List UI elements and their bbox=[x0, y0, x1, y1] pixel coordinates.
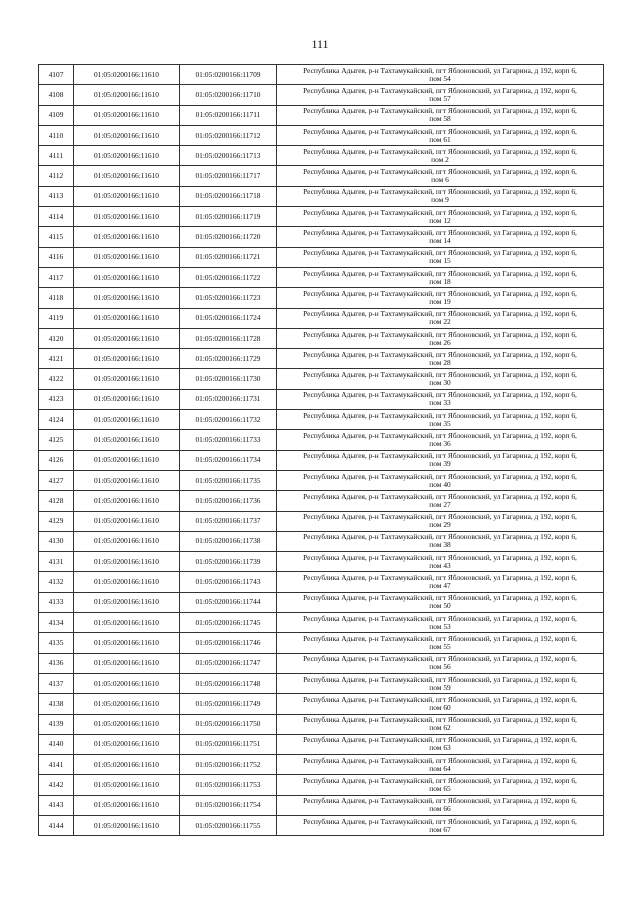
address-cell bbox=[277, 491, 604, 511]
address-line: Республика Адыгея, р-н Тахтамукайский, пгт Яблоновский, ул Гагарина, д 192, корп 6, bbox=[303, 532, 577, 542]
parent-cadastral-cell: 01:05:0200166:11610 bbox=[74, 125, 180, 145]
address-cell bbox=[277, 227, 604, 247]
parent-cadastral-cell: 01:05:0200166:11610 bbox=[74, 552, 180, 572]
address-cell bbox=[277, 531, 604, 551]
row-number-cell: 4133 bbox=[39, 592, 74, 612]
parent-cadastral-cell: 01:05:0200166:11610 bbox=[74, 673, 180, 693]
table-row bbox=[39, 673, 604, 693]
parent-cadastral-cell: 01:05:0200166:11610 bbox=[74, 755, 180, 775]
address-cell bbox=[277, 734, 604, 754]
row-number-cell: 4114 bbox=[39, 207, 74, 227]
parent-cadastral-cell: 01:05:0200166:11610 bbox=[74, 572, 180, 592]
table-body bbox=[39, 65, 604, 836]
cadastral-number-cell: 01:05:0200166:11722 bbox=[180, 267, 277, 287]
table-row bbox=[39, 613, 604, 633]
cadastral-number-cell: 01:05:0200166:11724 bbox=[180, 308, 277, 328]
address-line: Республика Адыгея, р-н Тахтамукайский, пгт Яблоновский, ул Гагарина, д 192, корп 6, bbox=[303, 329, 577, 339]
row-number-cell: 4108 bbox=[39, 85, 74, 105]
address-cell bbox=[277, 815, 604, 835]
cadastral-number-cell: 01:05:0200166:11737 bbox=[180, 511, 277, 531]
table-row bbox=[39, 633, 604, 653]
row-number-cell: 4134 bbox=[39, 613, 74, 633]
row-number-cell: 4115 bbox=[39, 227, 74, 247]
cadastral-number-cell: 01:05:0200166:11712 bbox=[180, 125, 277, 145]
premises-number: пом 54 bbox=[429, 73, 451, 83]
premises-number: пом 12 bbox=[429, 215, 451, 225]
cadastral-number-cell: 01:05:0200166:11755 bbox=[180, 815, 277, 835]
row-number-cell: 4138 bbox=[39, 694, 74, 714]
table-row bbox=[39, 410, 604, 430]
premises-number: пом 67 bbox=[429, 824, 451, 834]
row-number-cell: 4110 bbox=[39, 125, 74, 145]
cadastral-number-cell: 01:05:0200166:11753 bbox=[180, 775, 277, 795]
address-cell bbox=[277, 694, 604, 714]
address-line: Республика Адыгея, р-н Тахтамукайский, пгт Яблоновский, ул Гагарина, д 192, корп 6, bbox=[303, 573, 577, 583]
table-row bbox=[39, 146, 604, 166]
premises-number: пом 33 bbox=[429, 398, 451, 408]
address-line: Республика Адыгея, р-н Тахтамукайский, пгт Яблоновский, ул Гагарина, д 192, корп 6, bbox=[303, 268, 577, 278]
address-line: Республика Адыгея, р-н Тахтамукайский, пгт Яблоновский, ул Гагарина, д 192, корп 6, bbox=[303, 370, 577, 380]
premises-number: пом 56 bbox=[429, 662, 451, 672]
row-number-cell: 4137 bbox=[39, 673, 74, 693]
row-number-cell: 4140 bbox=[39, 734, 74, 754]
parent-cadastral-cell: 01:05:0200166:11610 bbox=[74, 349, 180, 369]
parent-cadastral-cell: 01:05:0200166:11610 bbox=[74, 734, 180, 754]
premises-number: пом 15 bbox=[429, 256, 451, 266]
premises-number: пом 9 bbox=[431, 195, 449, 205]
parent-cadastral-cell: 01:05:0200166:11610 bbox=[74, 186, 180, 206]
row-number-cell: 4130 bbox=[39, 531, 74, 551]
address-line: Республика Адыгея, р-н Тахтамукайский, пгт Яблоновский, ул Гагарина, д 192, корп 6, bbox=[303, 288, 577, 298]
premises-number: пом 6 bbox=[431, 175, 449, 185]
table-row bbox=[39, 491, 604, 511]
table-row bbox=[39, 288, 604, 308]
parent-cadastral-cell: 01:05:0200166:11610 bbox=[74, 775, 180, 795]
row-number-cell: 4111 bbox=[39, 146, 74, 166]
address-line: Республика Адыгея, р-н Тахтамукайский, пгт Яблоновский, ул Гагарина, д 192, корп 6, bbox=[303, 126, 577, 136]
row-number-cell: 4117 bbox=[39, 267, 74, 287]
row-number-cell: 4121 bbox=[39, 349, 74, 369]
premises-number: пом 66 bbox=[429, 804, 451, 814]
parent-cadastral-cell: 01:05:0200166:11610 bbox=[74, 146, 180, 166]
premises-number: пом 62 bbox=[429, 723, 451, 733]
address-cell bbox=[277, 592, 604, 612]
address-line: Республика Адыгея, р-н Тахтамукайский, пгт Яблоновский, ул Гагарина, д 192, корп 6, bbox=[303, 796, 577, 806]
address-line: Республика Адыгея, р-н Тахтамукайский, пгт Яблоновский, ул Гагарина, д 192, корп 6, bbox=[303, 207, 577, 217]
premises-number: пом 22 bbox=[429, 317, 451, 327]
row-number-cell: 4126 bbox=[39, 450, 74, 470]
cadastral-number-cell: 01:05:0200166:11721 bbox=[180, 247, 277, 267]
table-row bbox=[39, 775, 604, 795]
row-number-cell: 4144 bbox=[39, 815, 74, 835]
table-row bbox=[39, 369, 604, 389]
premises-number: пом 60 bbox=[429, 702, 451, 712]
table-row bbox=[39, 308, 604, 328]
address-cell bbox=[277, 633, 604, 653]
parent-cadastral-cell: 01:05:0200166:11610 bbox=[74, 653, 180, 673]
cadastral-number-cell: 01:05:0200166:11731 bbox=[180, 389, 277, 409]
table-row bbox=[39, 227, 604, 247]
parent-cadastral-cell: 01:05:0200166:11610 bbox=[74, 613, 180, 633]
parent-cadastral-cell: 01:05:0200166:11610 bbox=[74, 369, 180, 389]
parent-cadastral-cell: 01:05:0200166:11610 bbox=[74, 389, 180, 409]
address-cell bbox=[277, 673, 604, 693]
address-cell bbox=[277, 85, 604, 105]
cadastral-number-cell: 01:05:0200166:11723 bbox=[180, 288, 277, 308]
address-line: Республика Адыгея, р-н Тахтамукайский, пгт Яблоновский, ул Гагарина, д 192, корп 6, bbox=[303, 816, 577, 826]
row-number-cell: 4116 bbox=[39, 247, 74, 267]
cadastral-number-cell: 01:05:0200166:11734 bbox=[180, 450, 277, 470]
address-cell bbox=[277, 755, 604, 775]
parent-cadastral-cell: 01:05:0200166:11610 bbox=[74, 531, 180, 551]
parent-cadastral-cell: 01:05:0200166:11610 bbox=[74, 227, 180, 247]
premises-number: пом 65 bbox=[429, 784, 451, 794]
address-cell bbox=[277, 653, 604, 673]
parent-cadastral-cell: 01:05:0200166:11610 bbox=[74, 470, 180, 490]
parent-cadastral-cell: 01:05:0200166:11610 bbox=[74, 308, 180, 328]
row-number-cell: 4127 bbox=[39, 470, 74, 490]
cadastral-number-cell: 01:05:0200166:11733 bbox=[180, 430, 277, 450]
address-cell bbox=[277, 267, 604, 287]
address-cell bbox=[277, 511, 604, 531]
cadastral-number-cell: 01:05:0200166:11718 bbox=[180, 186, 277, 206]
row-number-cell: 4125 bbox=[39, 430, 74, 450]
premises-number: пом 2 bbox=[431, 154, 449, 164]
address-cell bbox=[277, 775, 604, 795]
row-number-cell: 4142 bbox=[39, 775, 74, 795]
premises-number: пом 64 bbox=[429, 763, 451, 773]
address-line: Республика Адыгея, р-н Тахтамукайский, пгт Яблоновский, ул Гагарина, д 192, корп 6, bbox=[303, 613, 577, 623]
cadastral-number-cell: 01:05:0200166:11710 bbox=[180, 85, 277, 105]
cadastral-number-cell: 01:05:0200166:11717 bbox=[180, 166, 277, 186]
cadastral-number-cell: 01:05:0200166:11754 bbox=[180, 795, 277, 815]
address-cell bbox=[277, 410, 604, 430]
parent-cadastral-cell: 01:05:0200166:11610 bbox=[74, 410, 180, 430]
address-line: Республика Адыгея, р-н Тахтамукайский, пгт Яблоновский, ул Гагарина, д 192, корп 6, bbox=[303, 85, 577, 95]
row-number-cell: 4119 bbox=[39, 308, 74, 328]
parent-cadastral-cell: 01:05:0200166:11610 bbox=[74, 795, 180, 815]
page-number: 111 bbox=[311, 37, 329, 51]
premises-number: пом 53 bbox=[429, 621, 451, 631]
address-cell bbox=[277, 572, 604, 592]
table-row bbox=[39, 470, 604, 490]
premises-number: пом 63 bbox=[429, 743, 451, 753]
parent-cadastral-cell: 01:05:0200166:11610 bbox=[74, 267, 180, 287]
address-line: Республика Адыгея, р-н Тахтамукайский, пгт Яблоновский, ул Гагарина, д 192, корп 6, bbox=[303, 735, 577, 745]
table-row bbox=[39, 755, 604, 775]
address-line: Республика Адыгея, р-н Тахтамукайский, пгт Яблоновский, ул Гагарина, д 192, корп 6, bbox=[303, 633, 577, 643]
address-line: Республика Адыгея, р-н Тахтамукайский, пгт Яблоновский, ул Гагарина, д 192, корп 6, bbox=[303, 593, 577, 603]
address-cell bbox=[277, 714, 604, 734]
premises-number: пом 26 bbox=[429, 337, 451, 347]
parent-cadastral-cell: 01:05:0200166:11610 bbox=[74, 592, 180, 612]
row-number-cell: 4113 bbox=[39, 186, 74, 206]
table-row bbox=[39, 85, 604, 105]
table-row bbox=[39, 166, 604, 186]
address-line: Республика Адыгея, р-н Тахтамукайский, пгт Яблоновский, ул Гагарина, д 192, корп 6, bbox=[303, 715, 577, 725]
parent-cadastral-cell: 01:05:0200166:11610 bbox=[74, 511, 180, 531]
parent-cadastral-cell: 01:05:0200166:11610 bbox=[74, 105, 180, 125]
premises-number: пом 30 bbox=[429, 378, 451, 388]
cadastral-number-cell: 01:05:0200166:11730 bbox=[180, 369, 277, 389]
table-row bbox=[39, 186, 604, 206]
cadastral-number-cell: 01:05:0200166:11747 bbox=[180, 653, 277, 673]
row-number-cell: 4132 bbox=[39, 572, 74, 592]
parent-cadastral-cell: 01:05:0200166:11610 bbox=[74, 633, 180, 653]
address-line: Республика Адыгея, р-н Тахтамукайский, пгт Яблоновский, ул Гагарина, д 192, корп 6, bbox=[303, 309, 577, 319]
address-line: Республика Адыгея, р-н Тахтамукайский, пгт Яблоновский, ул Гагарина, д 192, корп 6, bbox=[303, 106, 577, 116]
address-cell bbox=[277, 146, 604, 166]
table-row bbox=[39, 389, 604, 409]
parent-cadastral-cell: 01:05:0200166:11610 bbox=[74, 430, 180, 450]
cadastral-number-cell: 01:05:0200166:11735 bbox=[180, 470, 277, 490]
address-cell bbox=[277, 65, 604, 85]
property-table bbox=[38, 64, 604, 836]
cadastral-number-cell: 01:05:0200166:11745 bbox=[180, 613, 277, 633]
row-number-cell: 4120 bbox=[39, 328, 74, 348]
parent-cadastral-cell: 01:05:0200166:11610 bbox=[74, 247, 180, 267]
address-line: Республика Адыгея, р-н Тахтамукайский, пгт Яблоновский, ул Гагарина, д 192, корп 6, bbox=[303, 65, 577, 75]
row-number-cell: 4129 bbox=[39, 511, 74, 531]
row-number-cell: 4118 bbox=[39, 288, 74, 308]
cadastral-number-cell: 01:05:0200166:11748 bbox=[180, 673, 277, 693]
cadastral-number-cell: 01:05:0200166:11720 bbox=[180, 227, 277, 247]
table-row bbox=[39, 815, 604, 835]
row-number-cell: 4123 bbox=[39, 389, 74, 409]
cadastral-number-cell: 01:05:0200166:11739 bbox=[180, 552, 277, 572]
address-cell bbox=[277, 795, 604, 815]
cadastral-number-cell: 01:05:0200166:11749 bbox=[180, 694, 277, 714]
address-line: Республика Адыгея, р-н Тахтамукайский, пгт Яблоновский, ул Гагарина, д 192, корп 6, bbox=[303, 349, 577, 359]
table-row bbox=[39, 328, 604, 348]
table-row bbox=[39, 572, 604, 592]
address-cell bbox=[277, 430, 604, 450]
row-number-cell: 4122 bbox=[39, 369, 74, 389]
parent-cadastral-cell: 01:05:0200166:11610 bbox=[74, 815, 180, 835]
cadastral-number-cell: 01:05:0200166:11746 bbox=[180, 633, 277, 653]
premises-number: пом 55 bbox=[429, 641, 451, 651]
address-cell bbox=[277, 450, 604, 470]
table-row bbox=[39, 795, 604, 815]
cadastral-number-cell: 01:05:0200166:11732 bbox=[180, 410, 277, 430]
address-line: Республика Адыгея, р-н Тахтамукайский, пгт Яблоновский, ул Гагарина, д 192, корп 6, bbox=[303, 552, 577, 562]
cadastral-number-cell: 01:05:0200166:11743 bbox=[180, 572, 277, 592]
address-line: Республика Адыгея, р-н Тахтамукайский, пгт Яблоновский, ул Гагарина, д 192, корп 6, bbox=[303, 491, 577, 501]
cadastral-number-cell: 01:05:0200166:11744 bbox=[180, 592, 277, 612]
premises-number: пом 18 bbox=[429, 276, 451, 286]
parent-cadastral-cell: 01:05:0200166:11610 bbox=[74, 450, 180, 470]
table-row bbox=[39, 592, 604, 612]
premises-number: пом 35 bbox=[429, 418, 451, 428]
address-line: Республика Адыгея, р-н Тахтамукайский, пгт Яблоновский, ул Гагарина, д 192, корп 6, bbox=[303, 248, 577, 258]
parent-cadastral-cell: 01:05:0200166:11610 bbox=[74, 694, 180, 714]
premises-number: пом 43 bbox=[429, 560, 451, 570]
address-line: Республика Адыгея, р-н Тахтамукайский, пгт Яблоновский, ул Гагарина, д 192, корп 6, bbox=[303, 410, 577, 420]
cadastral-number-cell: 01:05:0200166:11738 bbox=[180, 531, 277, 551]
premises-number: пом 50 bbox=[429, 601, 451, 611]
row-number-cell: 4139 bbox=[39, 714, 74, 734]
address-line: Республика Адыгея, р-н Тахтамукайский, пгт Яблоновский, ул Гагарина, д 192, корп 6, bbox=[303, 654, 577, 664]
row-number-cell: 4112 bbox=[39, 166, 74, 186]
cadastral-number-cell: 01:05:0200166:11752 bbox=[180, 755, 277, 775]
table-row bbox=[39, 552, 604, 572]
premises-number: пом 40 bbox=[429, 479, 451, 489]
address-cell bbox=[277, 105, 604, 125]
table-row bbox=[39, 734, 604, 754]
address-line: Республика Адыгея, р-н Тахтамукайский, пгт Яблоновский, ул Гагарина, д 192, корп 6, bbox=[303, 755, 577, 765]
row-number-cell: 4135 bbox=[39, 633, 74, 653]
premises-number: пом 14 bbox=[429, 236, 451, 246]
address-line: Республика Адыгея, р-н Тахтамукайский, пгт Яблоновский, ул Гагарина, д 192, корп 6, bbox=[303, 674, 577, 684]
row-number-cell: 4136 bbox=[39, 653, 74, 673]
address-cell bbox=[277, 349, 604, 369]
cadastral-number-cell: 01:05:0200166:11729 bbox=[180, 349, 277, 369]
premises-number: пом 27 bbox=[429, 499, 451, 509]
premises-number: пом 29 bbox=[429, 520, 451, 530]
row-number-cell: 4131 bbox=[39, 552, 74, 572]
address-line: Республика Адыгея, р-н Тахтамукайский, пгт Яблоновский, ул Гагарина, д 192, корп 6, bbox=[303, 146, 577, 156]
parent-cadastral-cell: 01:05:0200166:11610 bbox=[74, 85, 180, 105]
address-line: Республика Адыгея, р-н Тахтамукайский, пгт Яблоновский, ул Гагарина, д 192, корп 6, bbox=[303, 512, 577, 522]
cadastral-number-cell: 01:05:0200166:11728 bbox=[180, 328, 277, 348]
address-cell bbox=[277, 247, 604, 267]
cadastral-number-cell: 01:05:0200166:11751 bbox=[180, 734, 277, 754]
premises-number: пом 39 bbox=[429, 459, 451, 469]
premises-number: пом 58 bbox=[429, 114, 451, 124]
row-number-cell: 4143 bbox=[39, 795, 74, 815]
premises-number: пом 47 bbox=[429, 581, 451, 591]
address-cell bbox=[277, 328, 604, 348]
table-row bbox=[39, 65, 604, 85]
table-row bbox=[39, 653, 604, 673]
parent-cadastral-cell: 01:05:0200166:11610 bbox=[74, 166, 180, 186]
address-line: Республика Адыгея, р-н Тахтамукайский, пгт Яблоновский, ул Гагарина, д 192, корп 6, bbox=[303, 694, 577, 704]
cadastral-number-cell: 01:05:0200166:11719 bbox=[180, 207, 277, 227]
table-row bbox=[39, 511, 604, 531]
premises-number: пом 38 bbox=[429, 540, 451, 550]
parent-cadastral-cell: 01:05:0200166:11610 bbox=[74, 288, 180, 308]
table-row bbox=[39, 247, 604, 267]
address-line: Республика Адыгея, р-н Тахтамукайский, пгт Яблоновский, ул Гагарина, д 192, корп 6, bbox=[303, 228, 577, 238]
premises-number: пом 28 bbox=[429, 357, 451, 367]
address-line: Республика Адыгея, р-н Тахтамукайский, пгт Яблоновский, ул Гагарина, д 192, корп 6, bbox=[303, 451, 577, 461]
premises-number: пом 19 bbox=[429, 296, 451, 306]
row-number-cell: 4107 bbox=[39, 65, 74, 85]
parent-cadastral-cell: 01:05:0200166:11610 bbox=[74, 207, 180, 227]
table-row bbox=[39, 531, 604, 551]
cadastral-number-cell: 01:05:0200166:11750 bbox=[180, 714, 277, 734]
table-row bbox=[39, 105, 604, 125]
table-row bbox=[39, 430, 604, 450]
cadastral-number-cell: 01:05:0200166:11713 bbox=[180, 146, 277, 166]
address-cell bbox=[277, 186, 604, 206]
address-cell bbox=[277, 308, 604, 328]
parent-cadastral-cell: 01:05:0200166:11610 bbox=[74, 328, 180, 348]
parent-cadastral-cell: 01:05:0200166:11610 bbox=[74, 65, 180, 85]
parent-cadastral-cell: 01:05:0200166:11610 bbox=[74, 714, 180, 734]
table-row bbox=[39, 694, 604, 714]
premises-number: пом 57 bbox=[429, 93, 451, 103]
table-row bbox=[39, 450, 604, 470]
address-cell bbox=[277, 369, 604, 389]
address-line: Республика Адыгея, р-н Тахтамукайский, пгт Яблоновский, ул Гагарина, д 192, корп 6, bbox=[303, 167, 577, 177]
row-number-cell: 4124 bbox=[39, 410, 74, 430]
row-number-cell: 4141 bbox=[39, 755, 74, 775]
table-row bbox=[39, 349, 604, 369]
table-row bbox=[39, 207, 604, 227]
cadastral-number-cell: 01:05:0200166:11711 bbox=[180, 105, 277, 125]
address-line: Республика Адыгея, р-н Тахтамукайский, пгт Яблоновский, ул Гагарина, д 192, корп 6, bbox=[303, 390, 577, 400]
premises-number: пом 61 bbox=[429, 134, 451, 144]
table-row bbox=[39, 714, 604, 734]
address-cell bbox=[277, 125, 604, 145]
table-row bbox=[39, 267, 604, 287]
address-cell bbox=[277, 470, 604, 490]
premises-number: пом 36 bbox=[429, 438, 451, 448]
address-line: Республика Адыгея, р-н Тахтамукайский, пгт Яблоновский, ул Гагарина, д 192, корп 6, bbox=[303, 776, 577, 786]
address-cell bbox=[277, 288, 604, 308]
address-cell bbox=[277, 166, 604, 186]
cadastral-number-cell: 01:05:0200166:11709 bbox=[180, 65, 277, 85]
address-line: Республика Адыгея, р-н Тахтамукайский, пгт Яблоновский, ул Гагарина, д 192, корп 6, bbox=[303, 187, 577, 197]
address-cell bbox=[277, 207, 604, 227]
premises-number: пом 59 bbox=[429, 682, 451, 692]
address-cell bbox=[277, 613, 604, 633]
row-number-cell: 4128 bbox=[39, 491, 74, 511]
address-line: Республика Адыгея, р-н Тахтамукайский, пгт Яблоновский, ул Гагарина, д 192, корп 6, bbox=[303, 471, 577, 481]
address-line: Республика Адыгея, р-н Тахтамукайский, пгт Яблоновский, ул Гагарина, д 192, корп 6, bbox=[303, 430, 577, 440]
address-cell bbox=[277, 389, 604, 409]
cadastral-number-cell: 01:05:0200166:11736 bbox=[180, 491, 277, 511]
table-row bbox=[39, 125, 604, 145]
parent-cadastral-cell: 01:05:0200166:11610 bbox=[74, 491, 180, 511]
row-number-cell: 4109 bbox=[39, 105, 74, 125]
address-cell bbox=[277, 552, 604, 572]
